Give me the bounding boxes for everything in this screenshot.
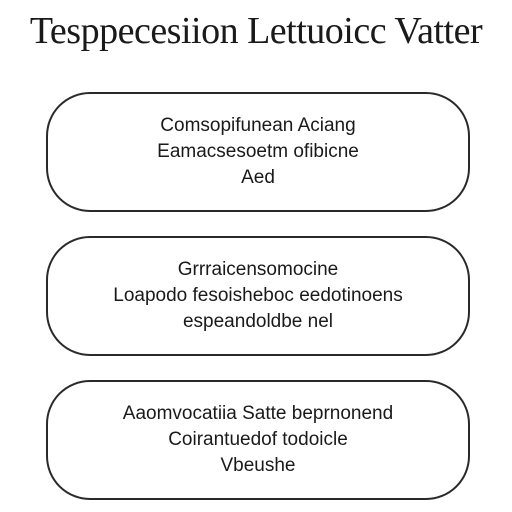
page-title: Tesppecesiion Lettuoicc Vatter <box>29 10 483 52</box>
text-box-2 <box>46 236 470 356</box>
box-1-line-3: Aed <box>241 167 275 188</box>
text-box-3 <box>46 380 470 500</box>
box-2-line-3: espeandoldbe nel <box>182 311 334 332</box>
box-1-line-1: Comsopifunean Aciang <box>160 115 356 136</box>
box-3-line-3: Vbeushe <box>220 455 296 476</box>
box-1-line-2: Eamacsesoetm ofibicne <box>157 141 359 162</box>
box-3-line-1: Aaomvocatiia Satte beprnonend <box>122 403 394 424</box>
text-box-1 <box>46 92 470 212</box>
box-2-line-1: Grrraicensomocine <box>177 259 339 280</box>
box-2-line-2: Loapodo fesoisheboc eedotinoens <box>113 285 403 306</box>
box-3-line-2: Coirantuedof todoicle <box>168 429 348 450</box>
